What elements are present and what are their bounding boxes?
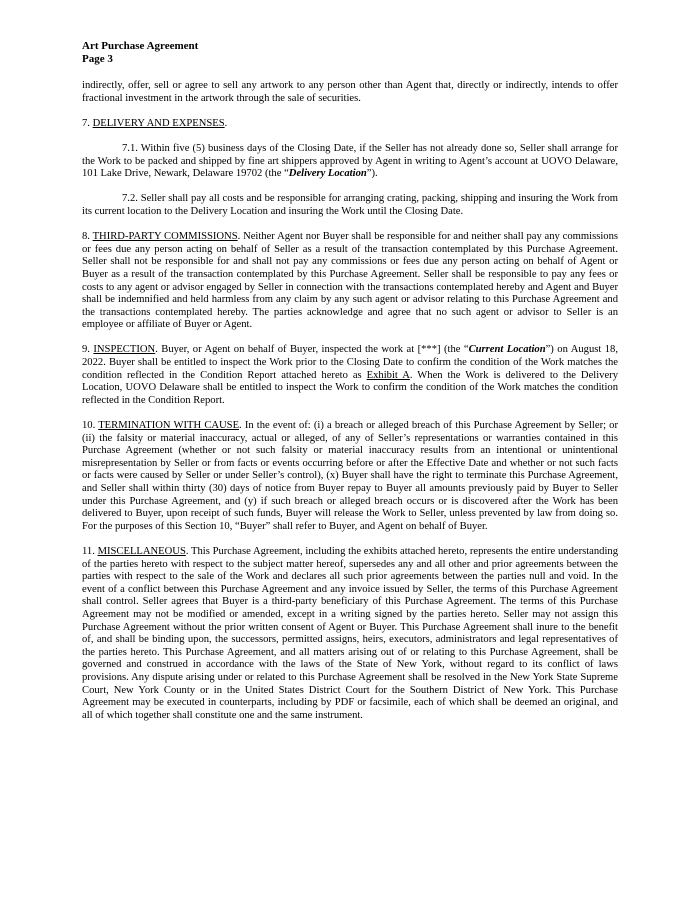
section-9-text-a: . Buyer, or Agent on behalf of Buyer, inspected the work at [***] (the “ [155,344,469,356]
page-number: Page 3 [82,53,113,65]
section-9-title: INSPECTION [93,344,156,356]
section-9-text-b: ”) on August 18, 2022. Buyer shall be entitled to inspect the Work prior to the Closing Date to confirm the condition of the Work matches the condition reflected in the Condition Report attached hereto as [82,344,618,381]
section-7-1-paragraph [82,143,618,181]
section-7-heading [82,118,618,131]
section-9-paragraph [82,344,618,407]
section-8-paragraph [82,231,618,332]
section-7-2-paragraph: 7.2. Seller shall pay all costs and be responsible for arranging crating, packing, shipping and insuring the Work from its current location to the Delivery Location and insuring the Work until the Closing Date. [82,193,618,217]
section-11-title: MISCELLANEOUS [97,545,186,557]
section-7-1-text-b: ”). [366,168,378,180]
section-10-text: . In the event of: (i) a breach or alleged breach of this Purchase Agreement by Seller; or (ii) the falsity or material inaccuracy, actual or alleged, of any of Seller’s representations or warranties contained in this Purchase Agreement (whether or not such falsity or material inaccuracy results from an intentional or unintentional misrepresentation by Seller or from facts or events occurring before or after the Effective Date and whether or not such facts or facts were caused by Seller or under Seller’s control), (x) Buyer shall have the right to terminate this Purchase Agreement, and Seller shall within thirty (30) days of notice from Buyer repay to Buyer all amounts previously paid by Buyer to Seller under this Purchase Agreement, and (y) if such breach or alleged breach occurs or is discovered after the Work has been delivered to Buyer, upon receipt of such funds, Buyer will release the Work to Seller, unless prevented by law from doing so. For the purposes of this Section 10, “Buyer” shall refer to Buyer, and Agent on behalf of Buyer. [82,420,618,532]
section-7-1-defined-term: Delivery Location [288,168,367,180]
section-7-1-text-a: 7.1. Within five (5) business days of the Closing Date, if the Seller has not already done so, Seller shall arrange for the Work to be packed and shipped by fine art shippers approved by Agent in writing to Agent’s account at UOVO Delaware, 101 Lake Drive, Newark, Delaware 19702 (the “ [82,142,618,180]
section-8-text: . Neither Agent nor Buyer shall be responsible for and neither shall pay any commissions or fees due any person acting on behalf of Seller as a result of the transaction contemplated by this Purchase Agreement. Seller shall not be responsible for and shall not pay any commissions or fees due any person acting on behalf of Agent or Buyer as a result of the transaction contemplated by this Purchase Agreement. Seller shall be responsible to pay any fees or costs to any agent or advisor engaged by Seller in connection with the transactions contemplated hereby and Agent and Buyer shall be indemnified and held harmless from any claim by any such agent or advisor relating to this Purchase Agreement and the transactions contemplated hereby. The parties acknowledge and agree that no such agent or advisor to Seller is an employee or affiliate of Buyer or Agent. [82,231,619,331]
section-7-title: DELIVERY AND EXPENSES [92,117,225,129]
section-9-defined-term: Current Location [468,344,546,356]
section-10-title: TERMINATION WITH CAUSE [98,420,240,432]
section-8-number: 8. [82,231,93,243]
exhibit-a-reference: Exhibit A [366,369,410,381]
section-7-heading-end: . [224,117,228,129]
section-10-paragraph [82,420,618,533]
section-9-number: 9. [82,344,94,356]
section-9-text-c: . When the Work is delivered to the Delivery Location, UOVO Delaware shall be entitled to inspect the Work to confirm the condition of the Work matches the condition reflected in the Condition Report. [82,369,618,406]
section-10-number: 10. [82,420,99,432]
section-11-paragraph [82,546,618,722]
header-spacer [82,66,618,80]
section-11-number: 11. [82,545,98,557]
section-11-text: . This Purchase Agreement, including the exhibits attached hereto, represents the entire understanding of the parties hereto with respect to the subject matter hereof, supersedes any and all other and prior agreements between the parties with respect to the sale of the Work and declares all such prior agreements between the parties null and void. In the event of a conflict between this Purchase Agreement and any invoice issued by Seller, the terms of this Purchase Agreement shall control. Seller agrees that Buyer is a third-party beneficiary of this Purchase Agreement. The terms of this Purchase Agreement may not be modified or amended, except in a writing signed by the parties hereto. Seller may not assign this Purchase Agreement without the prior written consent of Agent or Buyer. This Purchase Agreement shall inure to the benefit of, and shall be binding upon, the successors, permitted assigns, heirs, executors, administrators and legal representatives of the parties hereto. This Purchase Agreement, and all matters arising out of or relating to this Purchase Agreement, shall be governed and construed in accordance with the laws of the State of New York, without regard to its conflict of laws provisions. Any dispute arising under or related to this Purchase Agreement shall be resolved in the New York State Supreme Court, New York County or in the United States District Court for the Southern District of New York. This Purchase Agreement may be executed in counterparts, including by PDF or facsimile, each of which shall be deemed an original, and all of which together shall constitute one and the same instrument. [82,545,618,721]
section-7-number: 7. [82,117,93,129]
document-title: Art Purchase Agreement [82,40,199,52]
section-8-title: THIRD-PARTY COMMISSIONS [92,231,238,243]
continuation-paragraph: indirectly, offer, sell or agree to sell any artwork to any person other than Agent that, directly or indirectly, intends to offer fractional investment in the artwork through the sale of securities. [82,80,618,104]
